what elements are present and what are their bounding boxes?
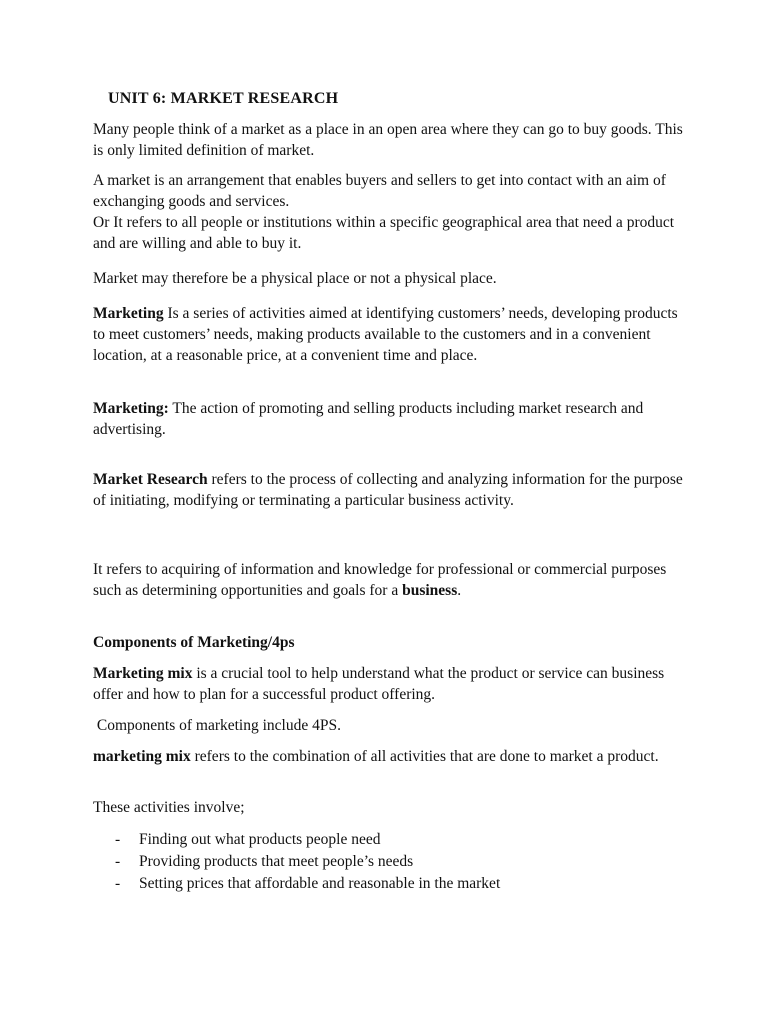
market-research-definition: [93, 469, 693, 511]
list-item: [115, 851, 675, 873]
market-alt-definition-line: Or It refers to all people or institutions within a specific geographical area that need a product and are willing and able to buy it.: [93, 214, 675, 252]
list-item-text: Setting prices that affordable and reasonable in the market: [139, 875, 501, 892]
list-dash: -: [115, 853, 121, 870]
marketing-definition-2-text: The action of promoting and selling products including market research and advertising.: [93, 400, 644, 438]
activities-list: [115, 829, 675, 895]
marketing-term: Marketing: [93, 305, 164, 322]
it-refers-end: .: [457, 582, 462, 599]
list-dash: -: [115, 875, 121, 892]
marketing-definition-1: [93, 303, 693, 366]
market-definition: [93, 170, 693, 254]
marketing-mix-definition-1: [93, 663, 693, 705]
list-item-text: Finding out what products people need: [139, 831, 381, 848]
marketing-mix-text-2: refers to the combination of all activities that are done to market a product.: [190, 748, 659, 765]
market-definition-line: A market is an arrangement that enables buyers and sellers to get into contact with an aim of exchanging goods and services.: [93, 172, 666, 210]
it-refers-text: It refers to acquiring of information and knowledge for professional or commercial purposes such as determining opportunities and goals for a: [93, 561, 667, 599]
marketing-mix-term: Marketing mix: [93, 665, 193, 682]
marketing-definition-2: [93, 398, 693, 440]
activities-intro: These activities involve;: [93, 799, 245, 816]
business-word: business: [402, 582, 458, 599]
intro-paragraph: Many people think of a market as a place in an open area where they can go to buy goods. This is only limited definition of market.: [93, 121, 683, 159]
market-research-term: Market Research: [93, 471, 208, 488]
market-research-text: refers to the process of collecting and analyzing information for the purpose of initiating, modifying or terminating a particular business activity.: [93, 471, 683, 509]
market-physical-paragraph: Market may therefore be a physical place or not a physical place.: [93, 270, 497, 287]
marketing-term-2: Marketing:: [93, 400, 169, 417]
marketing-mix-text: is a crucial tool to help understand what the product or service can business offer and how to plan for a successful product offering.: [93, 665, 665, 703]
marketing-definition-text: Is a series of activities aimed at identifying customers’ needs, developing products to meet customers’ needs, making products available to the customers and in a convenient location, at a reasonable price, at a convenient time and place.: [93, 305, 678, 364]
marketing-mix-definition-2: [93, 746, 693, 767]
page-title: UNIT 6: MARKET RESEARCH: [108, 90, 339, 107]
list-dash: -: [115, 831, 121, 848]
components-line: Components of marketing include 4PS.: [93, 717, 341, 734]
list-item: [115, 829, 675, 851]
list-item: [115, 873, 675, 895]
list-item-text: Providing products that meet people’s needs: [139, 853, 414, 870]
components-heading: Components of Marketing/4ps: [93, 634, 295, 651]
marketing-mix-term-2: marketing mix: [93, 748, 191, 765]
it-refers-paragraph: [93, 559, 693, 601]
